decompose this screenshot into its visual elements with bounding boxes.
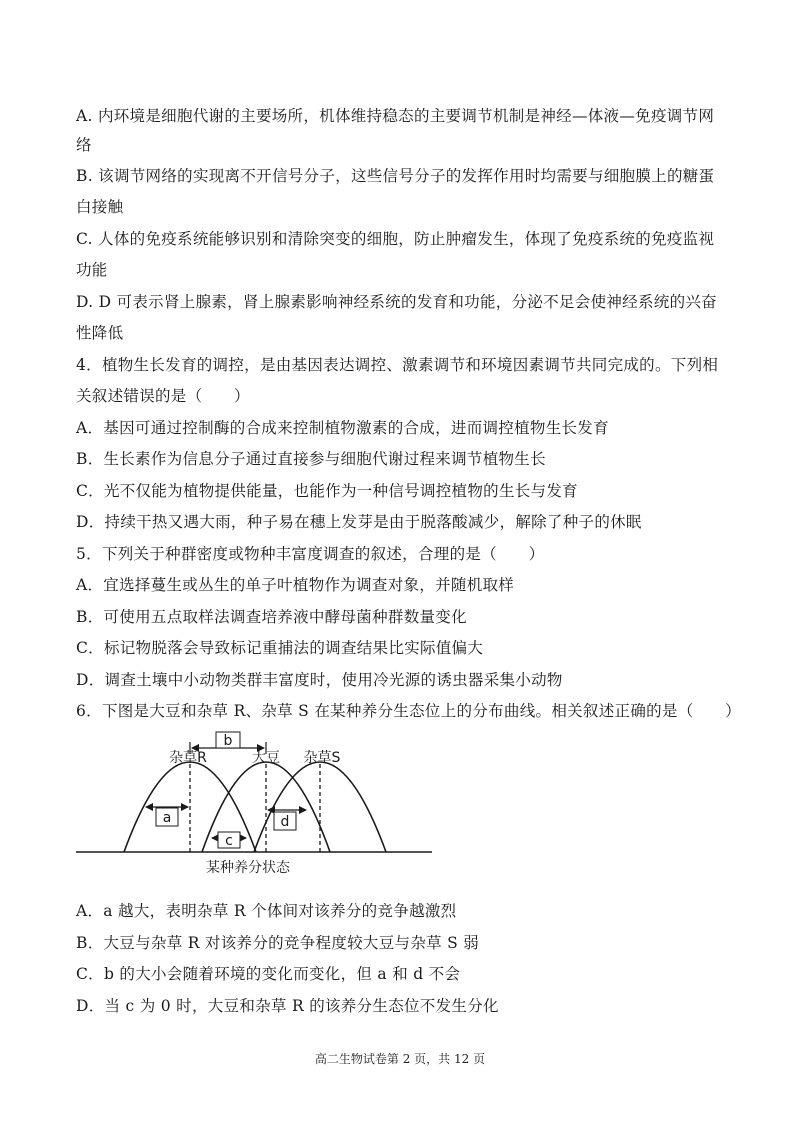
a-label: a — [162, 810, 172, 826]
q6-option-a: A．a 越大，表明杂草 R 个体间对该养分的竞争越激烈 — [76, 902, 457, 920]
q3-option-b-line1: B. 该调节网络的实现离不开信号分子，这些信号分子的发挥作用时均需要与细胞膜上的糖蛋 — [76, 167, 715, 185]
soybean-label: 大豆 — [252, 750, 280, 766]
q6-stem: 6．下图是大豆和杂草 R、杂草 S 在某种养分生态位上的分布曲线。相关叙述正确的是（ ） — [76, 702, 741, 720]
niche-curves-svg — [76, 732, 436, 882]
d-label: d — [280, 814, 290, 830]
q6-option-d: D．当 c 为 0 时，大豆和杂草 R 的该养分生态位不发生分化 — [76, 997, 499, 1015]
q4-option-d: D．持续干热又遇大雨，种子易在穗上发芽是由于脱落酸减少，解除了种子的休眠 — [76, 513, 642, 531]
q3-option-d-line2: 性降低 — [76, 324, 124, 342]
q5-option-d: D．调查土壤中小动物类群丰富度时，使用冷光源的诱虫器采集小动物 — [76, 671, 563, 689]
q4-stem-line1: 4．植物生长发育的调控，是由基因表达调控、激素调节和环境因素调节共同完成的。下列相 — [76, 356, 719, 374]
q3-option-a-line1: A. 内环境是细胞代谢的主要场所，机体维持稳态的主要调节机制是神经—体液—免疫调节网 — [76, 107, 715, 125]
x-axis-label: 某种养分状态 — [206, 860, 290, 876]
q3-option-c-line1: C. 人体的免疫系统能够识别和清除突变的细胞，防止肿瘤发生，体现了免疫系统的免疫监视 — [76, 230, 715, 248]
weed-r-label: 杂草R — [169, 750, 207, 766]
q5-stem: 5．下列关于种群密度或物种丰富度调查的叙述，合理的是（ ） — [76, 545, 545, 563]
q3-option-c-line2: 功能 — [76, 261, 108, 279]
page-footer: 高二生物试卷第 2 页，共 12 页 — [314, 1052, 486, 1066]
q5-option-a: A．宜选择蔓生或丛生的单子叶植物作为调查对象，并随机取样 — [76, 576, 515, 594]
q4-stem-line2: 关叙述错误的是（ ） — [76, 387, 250, 405]
q5-option-b: B．可使用五点取样法调查培养液中酵母菌种群数量变化 — [76, 608, 467, 626]
q5-option-c: C．标记物脱落会导致标记重捕法的调查结果比实际值偏大 — [76, 639, 484, 657]
b-label: b — [223, 733, 233, 749]
niche-distribution-figure — [76, 732, 436, 882]
q3-option-b-line2: 白接触 — [76, 198, 124, 216]
q6-option-b: B．大豆与杂草 R 对该养分的竞争程度较大豆与杂草 S 弱 — [76, 934, 480, 952]
c-label: c — [225, 833, 233, 849]
q4-option-b: B．生长素作为信息分子通过直接参与细胞代谢过程来调节植物生长 — [76, 450, 546, 468]
q6-option-c: C．b 的大小会随着环境的变化而变化，但 a 和 d 不会 — [76, 965, 461, 983]
q3-option-d-line1: D. D 可表示肾上腺素，肾上腺素影响神经系统的发育和功能，分泌不足会使神经系统的兴奋 — [76, 293, 717, 311]
q4-option-c: C．光不仅能为植物提供能量，也能作为一种信号调控植物的生长与发育 — [76, 482, 578, 500]
weed-s-label: 杂草S — [303, 750, 341, 766]
q3-option-a-line2: 络 — [76, 136, 92, 154]
q4-option-a: A．基因可通过控制酶的合成来控制植物激素的合成，进而调控植物生长发育 — [76, 419, 609, 437]
